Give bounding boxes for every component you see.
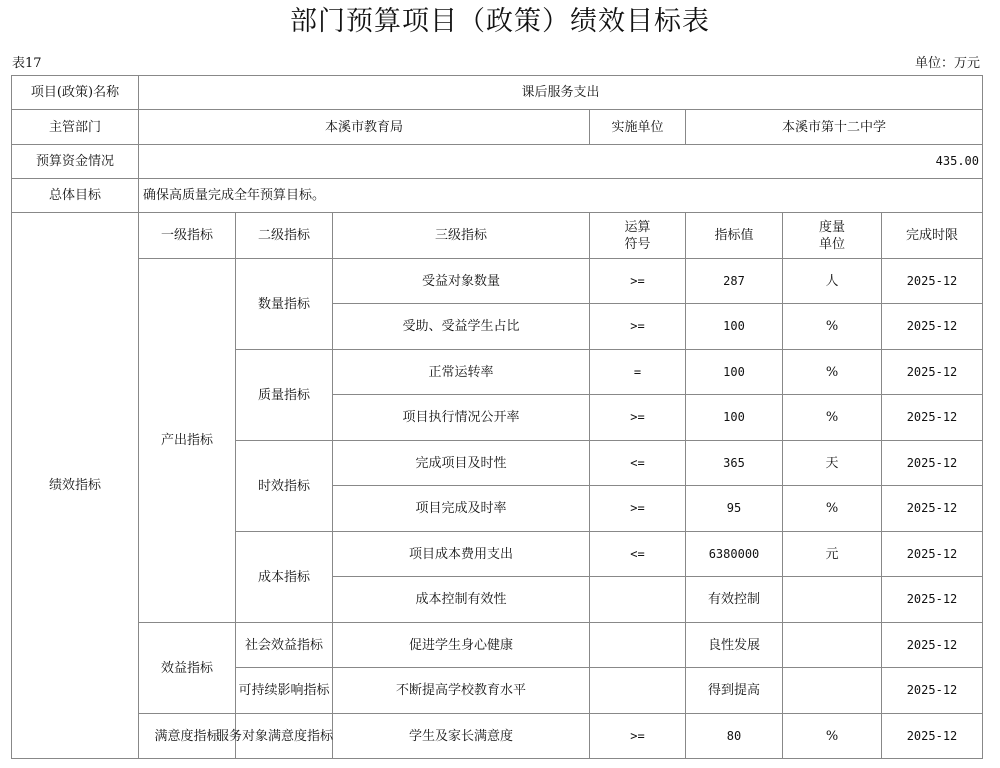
indicator-op: >= — [590, 714, 686, 759]
header-level1: 一级指标 — [139, 213, 236, 259]
project-name-label: 项目(政策)名称 — [12, 76, 139, 110]
table-row — [12, 179, 983, 213]
table-row — [12, 714, 983, 759]
indicator-unit — [783, 577, 882, 623]
indicator-value: 6380000 — [686, 532, 783, 577]
goal-value: 确保高质量完成全年预算目标。 — [139, 179, 983, 213]
indicator-value: 80 — [686, 714, 783, 759]
indicator-op: = — [590, 350, 686, 395]
indicator-op: <= — [590, 532, 686, 577]
indicator-value: 287 — [686, 259, 783, 304]
indicator-op: >= — [590, 259, 686, 304]
indicator-op: >= — [590, 395, 686, 441]
subgroup-social: 社会效益指标 — [236, 623, 333, 668]
table-row — [12, 259, 983, 304]
group-satisfaction: 满意度指标 — [139, 714, 236, 759]
table-number: 表17 — [12, 56, 42, 71]
header-level2: 二级指标 — [236, 213, 333, 259]
budget-label: 预算资金情况 — [12, 145, 139, 179]
table-row — [12, 623, 983, 668]
indicator-deadline: 2025-12 — [882, 350, 983, 395]
indicator-deadline: 2025-12 — [882, 577, 983, 623]
impl-value: 本溪市第十二中学 — [686, 110, 983, 145]
indicator-value: 100 — [686, 304, 783, 350]
header-row — [12, 213, 983, 259]
page-title: 部门预算项目（政策）绩效目标表 — [290, 6, 710, 37]
project-name-value: 课后服务支出 — [139, 76, 983, 110]
goal-label: 总体目标 — [12, 179, 139, 213]
subgroup-sustain: 可持续影响指标 — [236, 668, 333, 714]
indicator-name: 受助、受益学生占比 — [333, 304, 590, 350]
indicator-name: 成本控制有效性 — [333, 577, 590, 623]
indicator-deadline: 2025-12 — [882, 441, 983, 486]
indicator-value: 100 — [686, 395, 783, 441]
indicator-deadline: 2025-12 — [882, 486, 983, 532]
indicator-op: >= — [590, 486, 686, 532]
indicator-value: 100 — [686, 350, 783, 395]
indicator-deadline: 2025-12 — [882, 714, 983, 759]
unit-label: 单位：万元 — [914, 56, 980, 71]
header-unit: 度量单位 — [783, 213, 882, 259]
indicator-value: 95 — [686, 486, 783, 532]
indicator-unit: 元 — [783, 532, 882, 577]
indicator-value: 良性发展 — [686, 623, 783, 668]
indicator-name: 项目完成及时率 — [333, 486, 590, 532]
indicator-value: 有效控制 — [686, 577, 783, 623]
indicator-unit: 天 — [783, 441, 882, 486]
indicator-unit — [783, 668, 882, 714]
dept-value: 本溪市教育局 — [139, 110, 590, 145]
indicator-op — [590, 577, 686, 623]
indicator-op — [590, 623, 686, 668]
table-row — [12, 76, 983, 110]
table-row — [12, 110, 983, 145]
budget-value: 435.00 — [139, 145, 983, 179]
subgroup-service — [215, 714, 333, 759]
indicator-unit: % — [783, 714, 882, 759]
indicator-unit: % — [783, 350, 882, 395]
indicator-name: 正常运转率 — [333, 350, 590, 395]
indicator-unit: 人 — [783, 259, 882, 304]
impl-label: 实施单位 — [590, 110, 686, 145]
indicator-name: 学生及家长满意度 — [333, 714, 590, 759]
indicator-deadline: 2025-12 — [882, 259, 983, 304]
indicator-deadline: 2025-12 — [882, 532, 983, 577]
indicator-name: 项目成本费用支出 — [333, 532, 590, 577]
subgroup-quantity: 数量指标 — [236, 259, 333, 350]
subgroup-service-text: 服务对象满意度指标 — [215, 728, 333, 744]
indicator-op: >= — [590, 304, 686, 350]
subgroup-timeliness: 时效指标 — [236, 441, 333, 532]
dept-label: 主管部门 — [12, 110, 139, 145]
indicator-deadline: 2025-12 — [882, 304, 983, 350]
group-output: 产出指标 — [139, 259, 236, 623]
subgroup-cost: 成本指标 — [236, 532, 333, 623]
header-value: 指标值 — [686, 213, 783, 259]
group-benefit: 效益指标 — [139, 623, 236, 714]
table-row — [12, 145, 983, 179]
indicator-name: 不断提高学校教育水平 — [333, 668, 590, 714]
indicator-op — [590, 668, 686, 714]
indicator-unit: % — [783, 395, 882, 441]
indicator-op: <= — [590, 441, 686, 486]
indicator-name: 受益对象数量 — [333, 259, 590, 304]
indicator-unit: % — [783, 486, 882, 532]
indicator-value: 365 — [686, 441, 783, 486]
header-op: 运算符号 — [590, 213, 686, 259]
indicator-name: 促进学生身心健康 — [333, 623, 590, 668]
indicator-deadline: 2025-12 — [882, 668, 983, 714]
perf-label: 绩效指标 — [12, 213, 139, 759]
header-level3: 三级指标 — [333, 213, 590, 259]
indicator-name: 项目执行情况公开率 — [333, 395, 590, 441]
indicator-value: 得到提高 — [686, 668, 783, 714]
header-deadline: 完成时限 — [882, 213, 983, 259]
indicator-unit: % — [783, 304, 882, 350]
indicator-unit — [783, 623, 882, 668]
indicator-deadline: 2025-12 — [882, 623, 983, 668]
performance-table — [11, 75, 983, 759]
indicator-name: 完成项目及时性 — [333, 441, 590, 486]
subgroup-quality: 质量指标 — [236, 350, 333, 441]
indicator-deadline: 2025-12 — [882, 395, 983, 441]
